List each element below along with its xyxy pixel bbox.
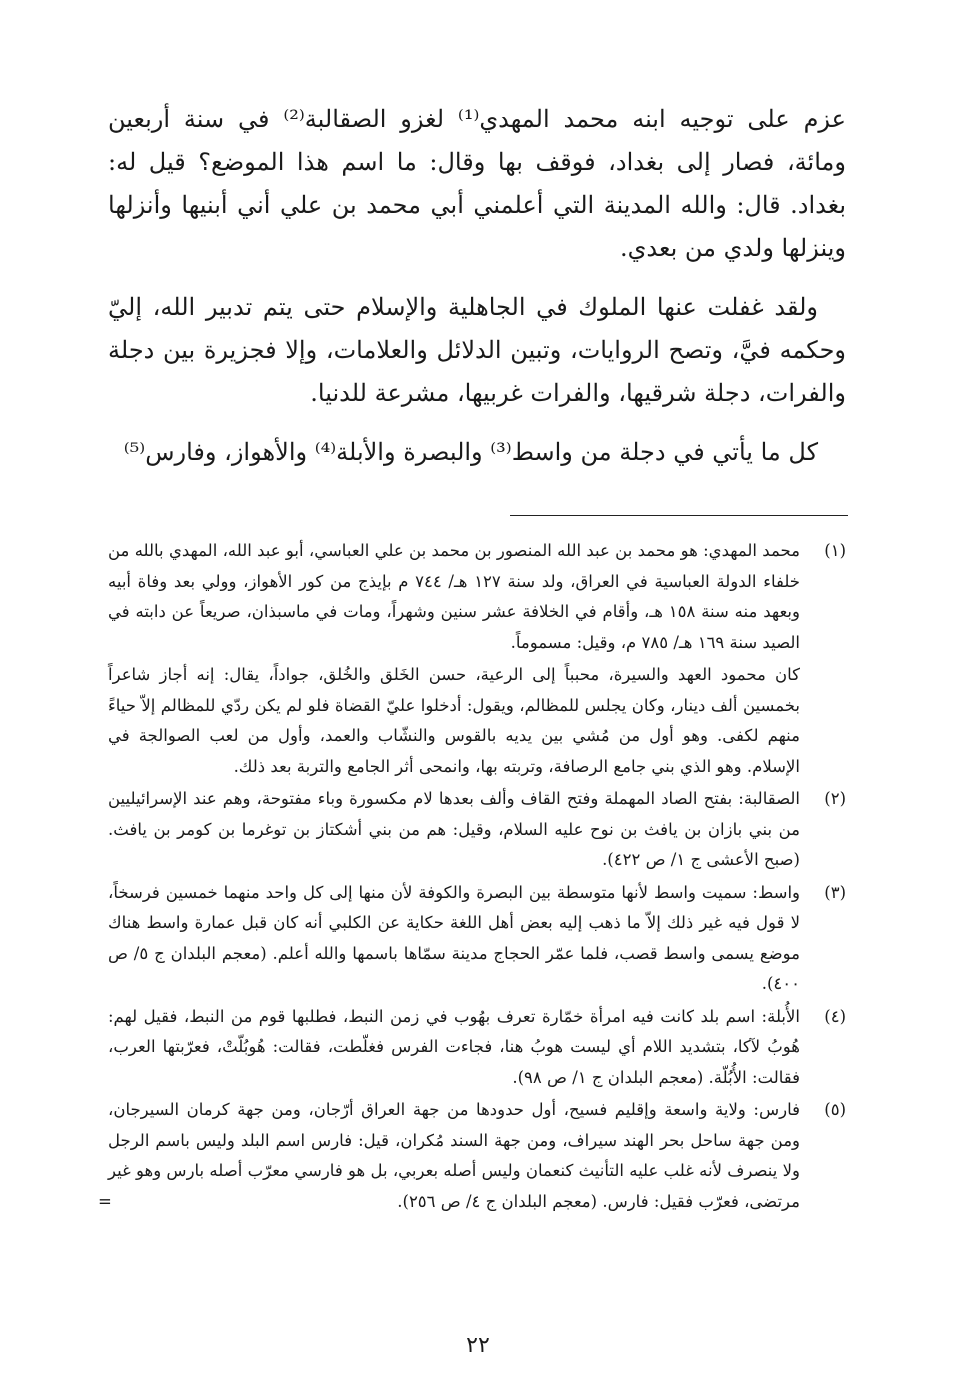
continuation-mark: = xyxy=(98,1191,112,1211)
footnotes xyxy=(98,536,846,1219)
footnote-5 xyxy=(98,1095,846,1217)
footnote-number: (٤) xyxy=(824,1006,846,1026)
footnote-number: (٢) xyxy=(824,789,846,808)
footnote-text: واسط: سميت واسط لأنها متوسطة بين البصرة والكوفة لأن منها إلى كل واحد منهما خمسين فرسخاً، لا قول فيه غير ذلك إلاّ ما ذهب إليه بعض أهل اللغة حكاية عن الكلبي أنه كان قبل عمارة واسط هناك موضع يسمى واسط قصب، فلما عمّر الحجاج مدينة سمّاها باسمها والله أعلم. (معجم البلدان ج ٥/ ص ٤٠٠). xyxy=(108,882,800,993)
footnote-text: كان محمود العهد والسيرة، محبباً إلى الرعية، حسن الخَلق والخُلق، جواداً، يقال: إنه أجاز شاعراً بخمسين ألف دينار، وكان يجلس للمظالم، ويقول: أدخلوا عليّ القضاة فلو لم يكن ردّي للمظالم إلاّ حياءً منهم لكفى. وهو أول من مُشي بين يديه بالقوس والنشّاب والعمد، وأول من لعب الصوالجة في الإسلام. وهو الذي بني جامع الرصافة، وتربته بها، وانمحى أثر الجامع والتربة بعد ذلك. xyxy=(108,665,800,776)
footnote-number: (٣) xyxy=(824,882,846,902)
footnote-2 xyxy=(108,784,846,876)
footnote-4 xyxy=(108,1002,846,1094)
main-paragraph-2: ولقد غفلت عنها الملوك في الجاهلية والإسلام حتى يتم تدبير الله، إليّ وحكمه فيَّ، وتصح الروايات، وتبين الدلائل والعلامات، وإلا فجزيرة بين دجلة والفرات، دجلة شرقيها، والفرات غربيها، مشرعة للدنيا. xyxy=(108,293,846,407)
page-number: ٢٢ xyxy=(466,1333,490,1358)
footnote-text: الصقالبة: بفتح الصاد المهملة وفتح القاف وألف بعدها لام مكسورة وباء مفتوحة، وهم عند الإسرائيليين من بني بازان بن يافث بن نوح عليه السلام، وقيل: هم من بني أشكتاز بن توغرما بن كومر بن يافث. (صبح الأعشى ج ١/ ص ٤٢٢). xyxy=(108,789,800,869)
footnote-text-body: فارس: ولاية واسعة وإقليم فسيح، أول حدودها من جهة العراق أرّجان، ومن جهة كرمان السيرجان، ومن جهة ساحل بحر الهند سيراف، ومن جهة السند مُكران، قيل: فارس اسم البلد وليس باسم الرجل ولا ينصرف لأنه غلب عليه التأنيث كنعمان وليس أصله بعربي، بل هو فارسي معرّب أصله بارس وهو غير مرتضى، فعرّب فقيل: فارس. (معجم البلدان ج ٤/ ص ٢٥٦). xyxy=(108,1100,800,1211)
footnote-text xyxy=(98,1095,800,1217)
main-text xyxy=(108,98,846,474)
footnote-text: الأُبلة: اسم بلد كانت فيه امرأة خمّارة تعرف بهُوب في زمن النبط، فطلبها قوم من النبط، فقيل لهم: هُوبُ لآكا، بتشديد اللام أي ليست هوبُ هنا، فجاءت الفرس فغلّطت، فقالت: هُوبُلّتْ، فعرّبتها العرب، فقالت: الأُبُلّة. (معجم البلدان ج ١/ ص ٩٨). xyxy=(108,1006,800,1087)
footnote-number: (٥) xyxy=(824,1100,846,1119)
footnote-text: محمد المهدي: هو محمد بن عبد الله المنصور بن محمد بن علي العباسي، أبو عبد الله، المهدي بالله من خلفاء الدولة العباسية في العراق، ولد سنة ١٢٧ هـ/ ٧٤٤ م بإيذج من كور الأهواز، وولي بعد وفاة أبيه وبعهد منه سنة ١٥٨ هـ، وأقام في الخلافة عشر سنين وشهراً، ومات في ماسبذان، صريعاً عن دابته في الصيد سنة ١٦٩ هـ/ ٧٨٥ م، وقيل: مسموماً. xyxy=(108,541,800,652)
main-paragraph-1: عزم على توجيه ابنه محمد المهدي⁽¹⁾ لغزو الصقالبة⁽²⁾ في سنة أربعين ومائة، فصار إلى بغداد، فوقف بها وقال: ما اسم هذا الموضع؟ قيل له: بغداد. قال: والله المدينة التي أعلمني أبي محمد بن علي أني أبنيها وأنزلها وينزلها ولدي من بعدي. xyxy=(108,105,846,262)
footnote-number: (١) xyxy=(824,541,846,560)
footnote-1 xyxy=(108,536,846,782)
main-paragraph-3: كل ما يأتي في دجلة من واسط⁽³⁾ والبصرة والأبلة⁽⁴⁾ والأهواز، وفارس⁽⁵⁾ xyxy=(123,438,818,466)
footnote-separator xyxy=(510,515,848,516)
footnote-3 xyxy=(108,878,846,1000)
